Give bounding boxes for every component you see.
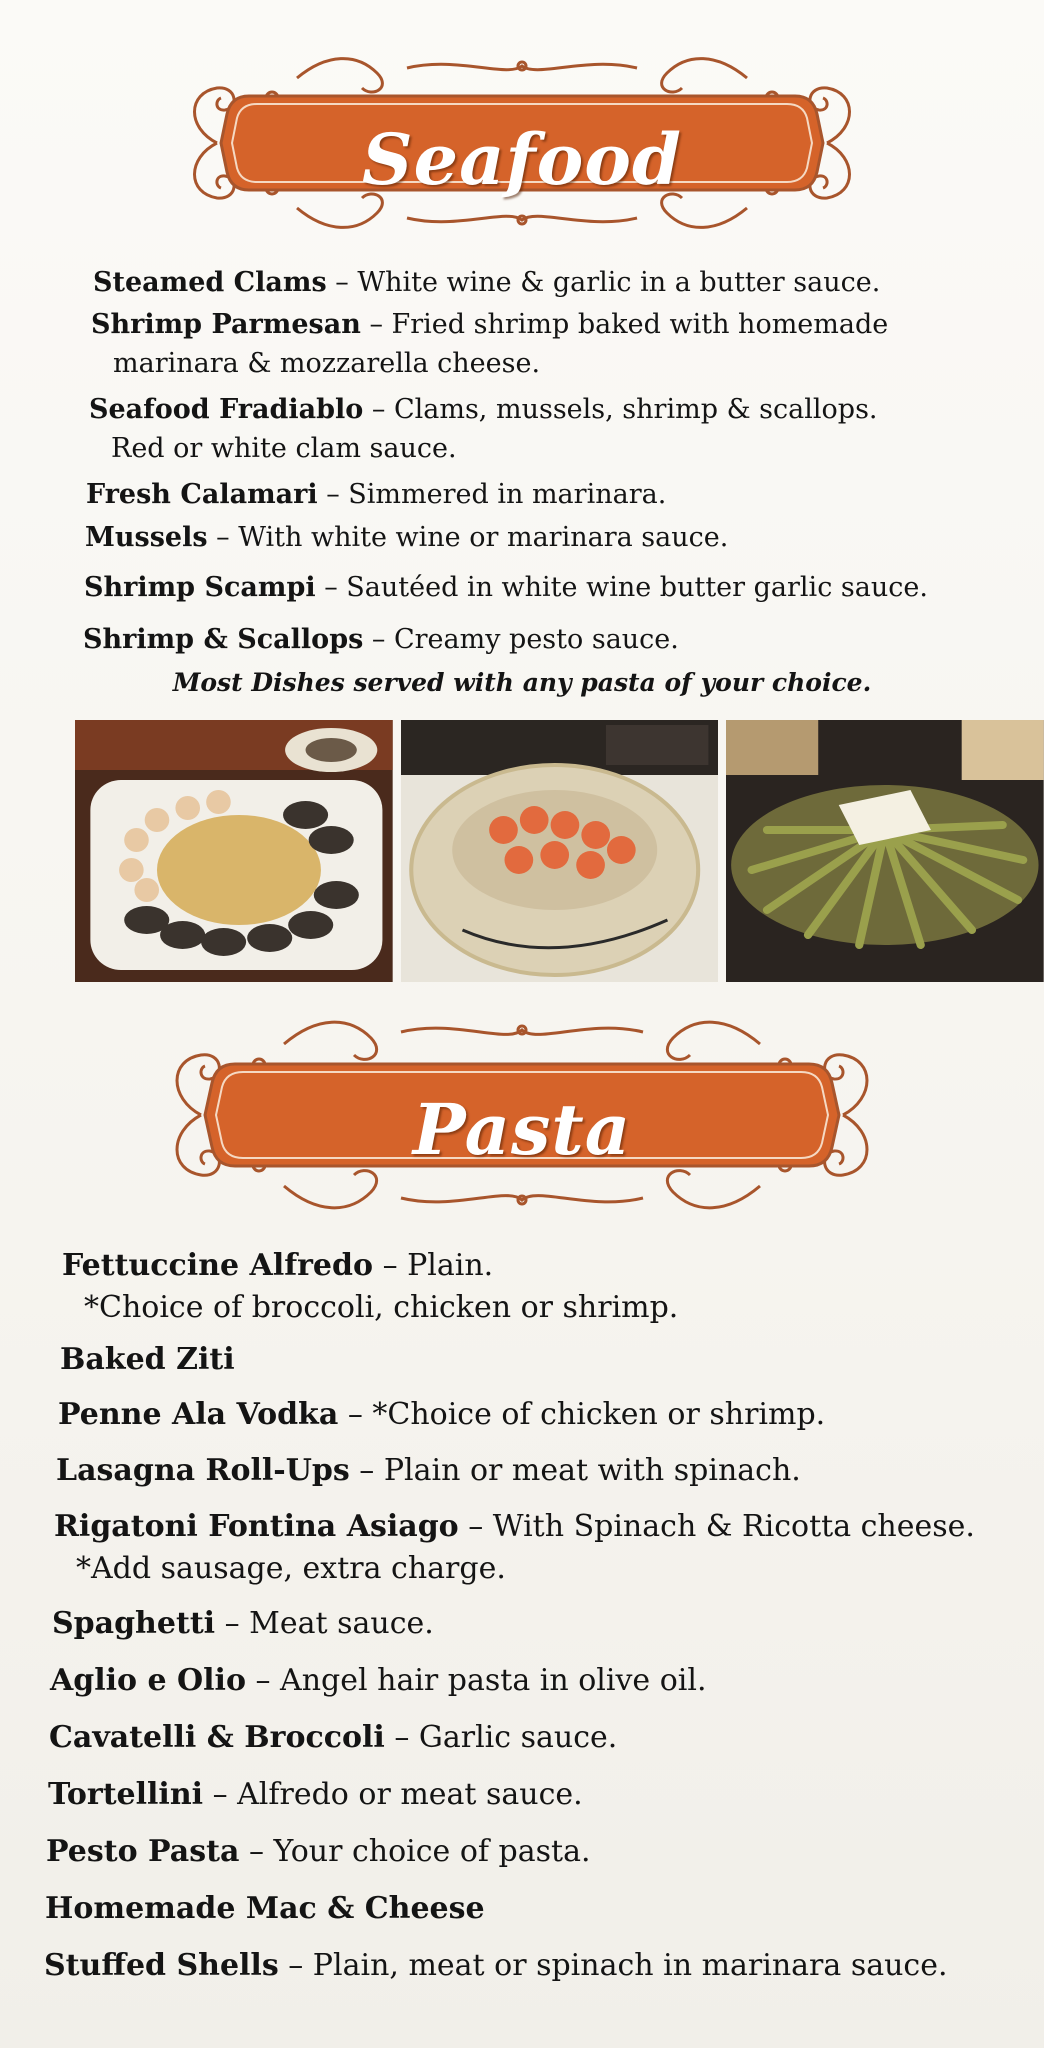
menu-item xyxy=(83,620,679,659)
menu-item-description-line2: *Add sausage, extra charge. xyxy=(76,1551,506,1586)
menu-item-description-line2: marinara & mozzarella cheese. xyxy=(113,348,541,379)
menu-item-name: Fresh Calamari xyxy=(86,479,318,510)
shrimp-ice-bowl-photo xyxy=(401,720,719,982)
menu-item-description: – With white wine or marinara sauce. xyxy=(216,522,729,553)
menu-item-description: – Simmered in marinara. xyxy=(326,479,667,510)
menu-item xyxy=(93,263,880,302)
menu-item xyxy=(85,518,728,557)
menu-item xyxy=(58,1394,825,1436)
menu-item xyxy=(56,1450,801,1492)
menu-item-name: Stuffed Shells xyxy=(44,1948,279,1983)
menu-item xyxy=(89,390,878,468)
pasta-choice-note: Most Dishes served with any pasta of your choice. xyxy=(172,668,872,697)
food-photo-row xyxy=(75,720,1044,982)
menu-item-name: Shrimp & Scallops xyxy=(83,624,364,655)
menu-item-name: Rigatoni Fontina Asiago xyxy=(54,1509,459,1544)
menu-item-name: Spaghetti xyxy=(52,1606,216,1641)
menu-item xyxy=(44,1945,948,1987)
menu-item-description: – Alfredo or meat sauce. xyxy=(212,1777,583,1812)
seafood-platter-photo xyxy=(75,720,393,982)
menu-item-name: Homemade Mac & Cheese xyxy=(45,1891,485,1926)
asparagus-platter-photo xyxy=(726,720,1044,982)
menu-item-description: – Garlic sauce. xyxy=(394,1720,618,1755)
menu-item-description: – Plain. xyxy=(382,1248,494,1283)
menu-item-description: – Meat sauce. xyxy=(224,1606,434,1641)
pasta-banner xyxy=(159,1000,885,1230)
menu-item-description: – Plain or meat with spinach. xyxy=(359,1453,801,1488)
menu-item-description: – Creamy pesto sauce. xyxy=(371,624,679,655)
menu-item xyxy=(91,305,888,383)
menu-item xyxy=(46,1831,591,1873)
menu-item-description: – *Choice of chicken or shrimp. xyxy=(347,1397,826,1432)
menu-item-name: Shrimp Parmesan xyxy=(91,309,361,340)
menu-item-description: – Plain, meat or spinach in marinara sauce. xyxy=(288,1948,948,1983)
section-title-pasta: Pasta xyxy=(412,1088,632,1171)
menu-item-name: Penne Ala Vodka xyxy=(58,1397,339,1432)
menu-item-name: Baked Ziti xyxy=(60,1342,235,1377)
menu-item xyxy=(54,1506,975,1590)
menu-item-description: – Clams, mussels, shrimp & scallops. xyxy=(371,394,878,425)
menu-item-description: – White wine & garlic in a butter sauce. xyxy=(335,267,881,298)
menu-item xyxy=(86,475,666,514)
menu-item-description-line2: *Choice of broccoli, chicken or shrimp. xyxy=(84,1290,679,1325)
menu-item-name: Shrimp Scampi xyxy=(84,572,316,603)
menu-item-description: – With Spinach & Ricotta cheese. xyxy=(468,1509,975,1544)
menu-item-name: Tortellini xyxy=(48,1777,204,1812)
menu-item-description: – Sautéed in white wine butter garlic sauce. xyxy=(324,572,928,603)
menu-item xyxy=(45,1888,485,1930)
menu-item-description: – Fried shrimp baked with homemade xyxy=(369,309,889,340)
menu-item xyxy=(48,1774,583,1816)
menu-item xyxy=(49,1717,617,1759)
menu-item-name: Seafood Fradiablo xyxy=(89,394,364,425)
menu-item-name: Lasagna Roll-Ups xyxy=(56,1453,350,1488)
menu-item-name: Mussels xyxy=(85,522,208,553)
menu-item xyxy=(52,1603,434,1645)
menu-item-name: Pesto Pasta xyxy=(46,1834,240,1869)
menu-item-description: – Your choice of pasta. xyxy=(248,1834,591,1869)
menu-item xyxy=(62,1245,678,1329)
menu-item-description: – Angel hair pasta in olive oil. xyxy=(255,1663,707,1698)
menu-item-name: Fettuccine Alfredo xyxy=(62,1248,374,1283)
seafood-banner xyxy=(177,38,867,248)
menu-item-name: Cavatelli & Broccoli xyxy=(49,1720,385,1755)
menu-item-description-line2: Red or white clam sauce. xyxy=(111,433,457,464)
menu-item-name: Steamed Clams xyxy=(93,267,327,298)
menu-item xyxy=(50,1660,707,1702)
menu-item-name: Aglio e Olio xyxy=(50,1663,246,1698)
section-title-seafood: Seafood xyxy=(362,118,682,201)
menu-item xyxy=(84,568,928,607)
menu-item xyxy=(60,1339,235,1381)
